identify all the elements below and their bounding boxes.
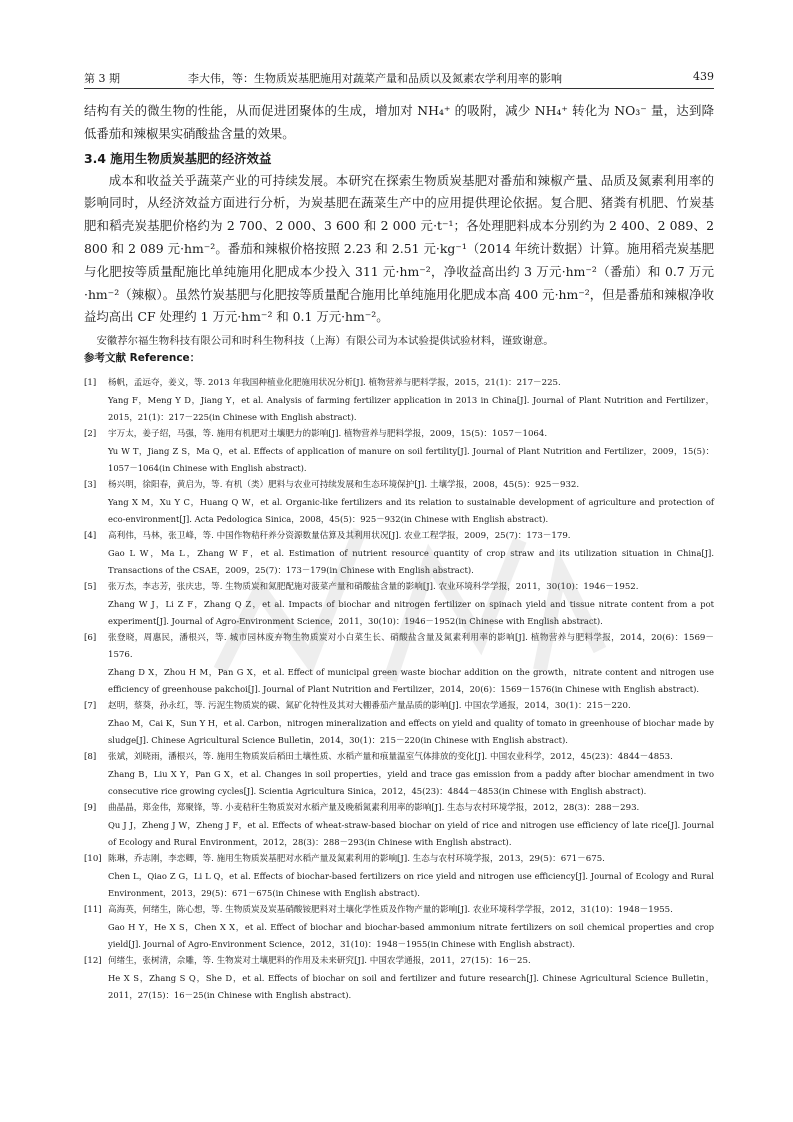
reference-chinese: 张登晓，周惠民，潘根兴，等. 城市园林废弃物生物质炭对小白菜生长、硝酸盐含量及氮素利用率的影响[J]. 植物营养与肥料学报，2014，20(6)：1569－1576. [108, 633, 714, 660]
reference-item [84, 375, 714, 426]
issue-label: 第 3 期 [84, 72, 120, 85]
reference-item [84, 630, 714, 698]
reference-number: [6] [84, 633, 97, 643]
reference-english: Zhang W J，Li Z F，Zhang Q Z，et al. Impacts of biochar and nitrogen fertilizer on spinach yield and tissue nitrate content from a pot experiment[J]. Journal of Agro-Environment Science，2011，30(10)：1946－1952(in Chinese with English abstract). [108, 599, 714, 626]
reference-item [84, 902, 714, 953]
reference-number: [10] [84, 854, 102, 864]
economic-benefit-paragraph: 成本和收益关乎蔬菜产业的可持续发展。本研究在探索生物质炭基肥对番茄和辣椒产量、品质及氮素利用率的影响同时，从经济效益方面进行分析，为炭基肥在蔬菜生产中的应用提供理论依据。复合肥、猪粪有机肥、竹炭基肥和稻壳炭基肥价格约为 2 700、2 000、3 600 和 2 000 元·t⁻¹；各处理肥料成本分别约为 2 400、2 089、2 800 和 2 089 元·hm⁻²。番茄和辣椒价格按照 2.23 和 2.51 元·kg⁻¹（2014 年统计数据）计算。施用稻壳炭基肥与化肥按等质量配施比单纯施用化肥成本少投入 311 元·hm⁻²，净收益高出约 3 万元·hm⁻²（番茄）和 0.7 万元·hm⁻²（辣椒）。虽然竹炭基肥与化肥按等质量配合施用比单纯施用化肥成本高 400 元·hm⁻²，但是番茄和辣椒净收益均高出 CF 处理约 1 万元·hm⁻² 和 0.1 万元·hm⁻²。 [84, 172, 714, 325]
reference-chinese: 陈琳，乔志刚，李恋卿，等. 施用生物质炭基肥对水稻产量及氮素利用的影响[J]. 生态与农村环境学报，2013，29(5)：671－675. [108, 854, 605, 864]
reference-item [84, 800, 714, 851]
reference-english: Yu W T，Jiang Z S，Ma Q，et al. Effects of application of manure on soil fertility[J]. Journal of Plant Nutrition and Fertilizer，2009，15(5)：1057－1064(in Chinese with English abstract). [108, 446, 714, 473]
reference-chinese: 杨兴明，徐阳春，黄启为，等. 有机（类）肥料与农业可持续发展和生态环境保护[J]. 土壤学报，2008，45(5)：925－932. [108, 480, 580, 490]
reference-item [84, 698, 714, 749]
reference-list [84, 375, 714, 1004]
running-title: 李大伟，等：生物质炭基肥施用对蔬菜产量和品质以及氮素农学利用率的影响 [188, 72, 562, 85]
reference-chinese: 赵明，蔡葵，孙永红，等. 污泥生物质炭的碳、氮矿化特性及其对大棚番茄产量品质的影响[J]. 中国农学通报，2014，30(1)：215－220. [108, 701, 631, 711]
reference-chinese: 何绪生，张树清，佘雕，等. 生物炭对土壤肥料的作用及未来研究[J]. 中国农学通报，2011，27(15)：16－25. [108, 956, 531, 966]
reference-item [84, 477, 714, 528]
reference-number: [3] [84, 480, 97, 490]
reference-chinese: 高利伟，马林，张卫峰，等. 中国作物秸秆养分资源数量估算及其利用状况[J]. 农业工程学报，2009，25(7)：173－179. [108, 531, 571, 541]
reference-number: [1] [84, 378, 97, 388]
reference-chinese: 宇万太，姜子绍，马强，等. 施用有机肥对土壤肥力的影响[J]. 植物营养与肥料学报，2009，15(5)：1057－1064. [108, 429, 548, 439]
reference-item [84, 579, 714, 630]
reference-english: Qu J J，Zheng J W，Zheng J F，et al. Effects of wheat-straw-based biochar on yield of rice and nitrogen use efficiency of late rice[J]. Journal of Ecology and Rural Environment，2012，28(3)：288－293(in Chinese with English abstract). [108, 820, 714, 847]
reference-english: Yang X M，Xu Y C，Huang Q W，et al. Organic-like fertilizers and its relation to sustainable development of agriculture and protection of eco-environment[J]. Acta Pedologica Sinica，2008，45(5)：925－932(in Chinese with English abstract). [108, 497, 714, 524]
reference-english: He X S，Zhang S Q，She D，et al. Effects of biochar on soil and fertilizer and future research[J]. Chinese Agricultural Science Bulletin，2011，27(15)：16－25(in Chinese with English abstract). [108, 973, 714, 1000]
reference-number: [4] [84, 531, 97, 541]
body-text [84, 100, 714, 351]
reference-item [84, 528, 714, 579]
reference-item [84, 851, 714, 902]
reference-chinese: 杨帆，孟远夺，姜义，等. 2013 年我国种植业化肥施用状况分析[J]. 植物营养与肥料学报，2015，21(1)：217－225. [108, 378, 561, 388]
reference-number: [11] [84, 905, 102, 915]
reference-number: [8] [84, 752, 97, 762]
running-header [84, 68, 714, 88]
continuation-paragraph: 结构有关的微生物的性能，从而促进团聚体的生成，增加对 NH₄⁺ 的吸附，减少 NH₄⁺ 转化为 NO₃⁻ 量，达到降低番茄和辣椒果实硝酸盐含量的效果。 [84, 103, 714, 141]
page-number: 439 [693, 70, 714, 83]
reference-item [84, 953, 714, 1004]
reference-chinese: 张万杰，李志芳，张庆忠，等. 生物质炭和氮肥配施对菠菜产量和硝酸盐含量的影响[J]. 农业环境科学学报，2011，30(10)：1946－1952. [108, 582, 639, 592]
reference-english: Zhao M，Cai K，Sun Y H，et al. Carbon，nitrogen mineralization and effects on yield and quality of tomato in greenhouse of biochar made by sludge[J]. Chinese Agricultural Science Bulletin，2014，30(1)：215－220(in Chinese with English abstract). [108, 718, 714, 745]
acknowledgement: 安徽荐尔福生物科技有限公司和时科生物科技（上海）有限公司为本试验提供试验材料，谨致谢意。 [96, 335, 554, 348]
reference-number: [12] [84, 956, 102, 966]
reference-item [84, 426, 714, 477]
section-heading: 3.4 施用生物质炭基肥的经济效益 [84, 150, 272, 166]
reference-english: Gao L W，Ma L，Zhang W F，et al. Estimation of nutrient resource quantity of crop straw and its utilization situation in China[J]. Transactions of the CSAE，2009，25(7)：173－179(in Chinese with English abstract). [108, 548, 714, 575]
reference-chinese: 高海英，何绪生，陈心想，等. 生物质炭及炭基硝酸铵肥料对土壤化学性质及作物产量的影响[J]. 农业环境科学学报，2012，31(10)：1948－1955. [108, 905, 673, 915]
reference-english: Chen L，Qiao Z G，Li L Q，et al. Effects of biochar-based fertilizers on rice yield and nitrogen use efficiency[J]. Journal of Ecology and Rural Environment，2013，29(5)：671－675(in Chinese with English abstract). [108, 871, 714, 898]
reference-english: Zhang B，Liu X Y，Pan G X，et al. Changes in soil properties，yield and trace gas emission from a paddy after biochar amendment in two consecutive rice growing cycles[J]. Scientia Agricultura Sinica，2012，45(23)：4844－4853(in Chinese with English abstract). [108, 769, 714, 796]
header-divider [84, 88, 714, 89]
reference-english: Zhang D X，Zhou H M，Pan G X，et al. Effect of municipal green waste biochar addition on the growth，nitrate content and nitrogen use efficiency of greenhouse pakchoi[J]. Journal of Plant Nutrition and Fertilizer，2014，20(6)：1569－1576(in Chinese with English abstract). [108, 667, 714, 694]
reference-chinese: 曲晶晶，郑金伟，郑聚锋，等. 小麦秸秆生物质炭对水稻产量及晚稻氮素利用率的影响[J]. 生态与农村环境学报，2012，28(3)：288－293. [108, 803, 640, 813]
reference-number: [5] [84, 582, 97, 592]
reference-number: [9] [84, 803, 97, 813]
reference-english: Gao H Y，He X S，Chen X X，et al. Effect of biochar and biochar-based ammonium nitrate fertilizers on soil chemical properties and crop yield[J]. Journal of Agro-Environment Science，2012，31(10)：1948－1955(in Chinese with English abstract). [108, 922, 714, 949]
reference-item [84, 749, 714, 800]
references-heading: 参考文献 Reference： [84, 352, 201, 364]
reference-chinese: 张斌，刘晓雨，潘根兴，等. 施用生物质炭后稻田土壤性质、水稻产量和痕量温室气体排放的变化[J]. 中国农业科学，2012，45(23)：4844－4853. [108, 752, 673, 762]
reference-number: [2] [84, 429, 97, 439]
reference-english: Yang F，Meng Y D，Jiang Y，et al. Analysis of farming fertilizer application in 2013 in China[J]. Journal of Plant Nutrition and Fertilizer，2015，21(1)：217－225(in Chinese with English abstract). [108, 395, 714, 422]
reference-number: [7] [84, 701, 97, 711]
